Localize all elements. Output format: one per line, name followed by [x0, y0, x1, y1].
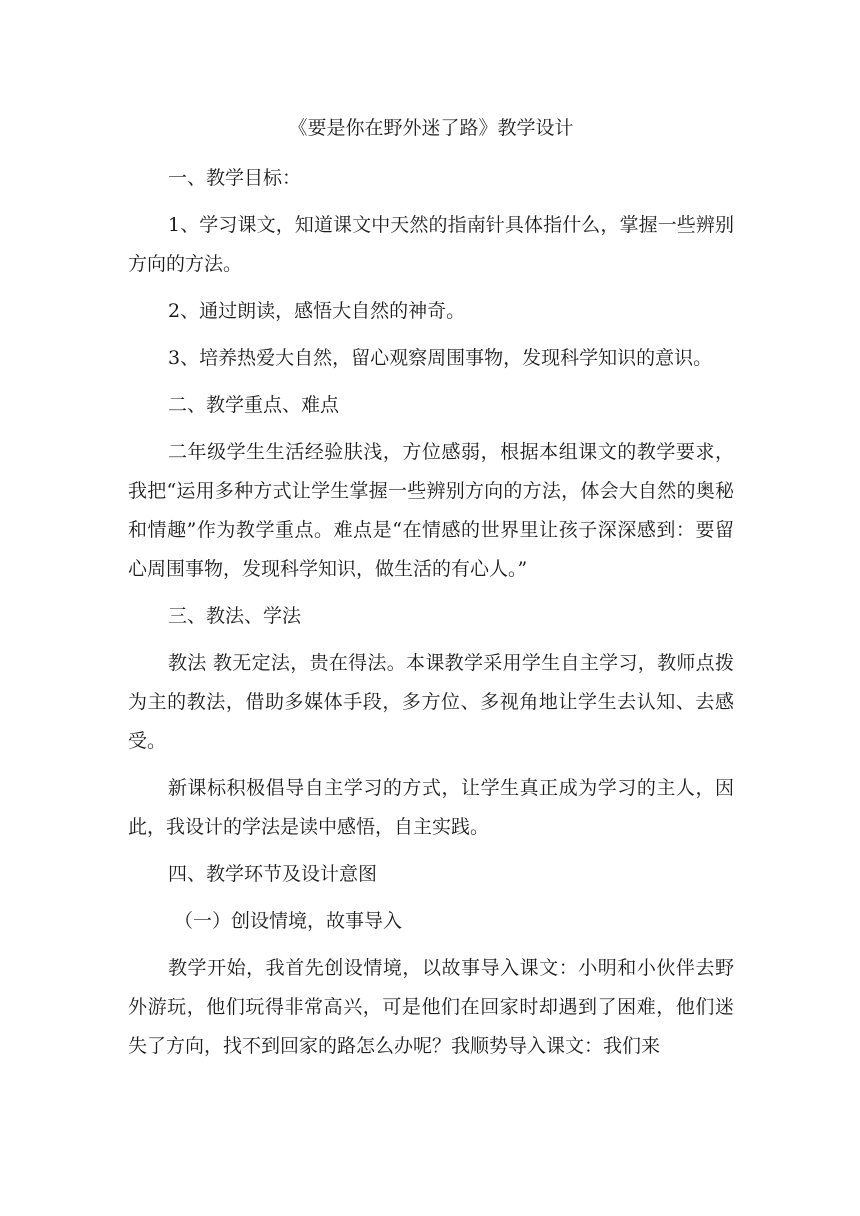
heading-teaching-steps: 四、教学环节及设计意图	[168, 863, 378, 885]
heading-key-points: 二、教学重点、难点	[168, 394, 340, 416]
heading-teaching-goals: 一、教学目标：	[168, 167, 302, 189]
document-page	[128, 112, 734, 1074]
learning-method-body: 新课标积极倡导自主学习的方式，让学生真正成为学习的主人，因此，我设计的学法是读中感悟，自主实践。	[128, 777, 734, 838]
document-title: 《要是你在野外迷了路》教学设计	[288, 117, 574, 139]
goal-item-2: 2、通过朗读，感悟大自然的神奇。	[168, 300, 466, 322]
goal-item-3: 3、培养热爱大自然，留心观察周围事物，发现科学知识的意识。	[168, 347, 713, 369]
story-intro-body: 教学开始，我首先创设情境，以故事导入课文：小明和小伙伴去野外游玩，他们玩得非常高兴，可是他们在回家时却遇到了困难，他们迷失了方向，找不到回家的路怎么办呢？我顺势导入课文：我们来	[128, 957, 734, 1057]
subheading-story-intro: （一）创设情境，故事导入	[174, 910, 403, 932]
teaching-method-body: 教法 教无定法，贵在得法。本课教学采用学生自主学习，教师点拨为主的教法，借助多媒体手段，多方位、多视角地让学生去认知、去感受。	[128, 652, 734, 752]
key-points-body: 二年级学生生活经验肤浅，方位感弱，根据本组课文的教学要求，我把“运用多种方式让学生掌握一些辨别方向的方法，体会大自然的奥秘和情趣”作为教学重点。难点是“在情感的世界里让孩子深深感到：要留心周围事物，发现科学知识，做生活的有心人。”	[128, 441, 734, 580]
heading-methods: 三、教法、学法	[168, 605, 302, 627]
goal-item-1: 1、学习课文，知道课文中天然的指南针具体指什么，掌握一些辨别方向的方法。	[128, 214, 734, 275]
